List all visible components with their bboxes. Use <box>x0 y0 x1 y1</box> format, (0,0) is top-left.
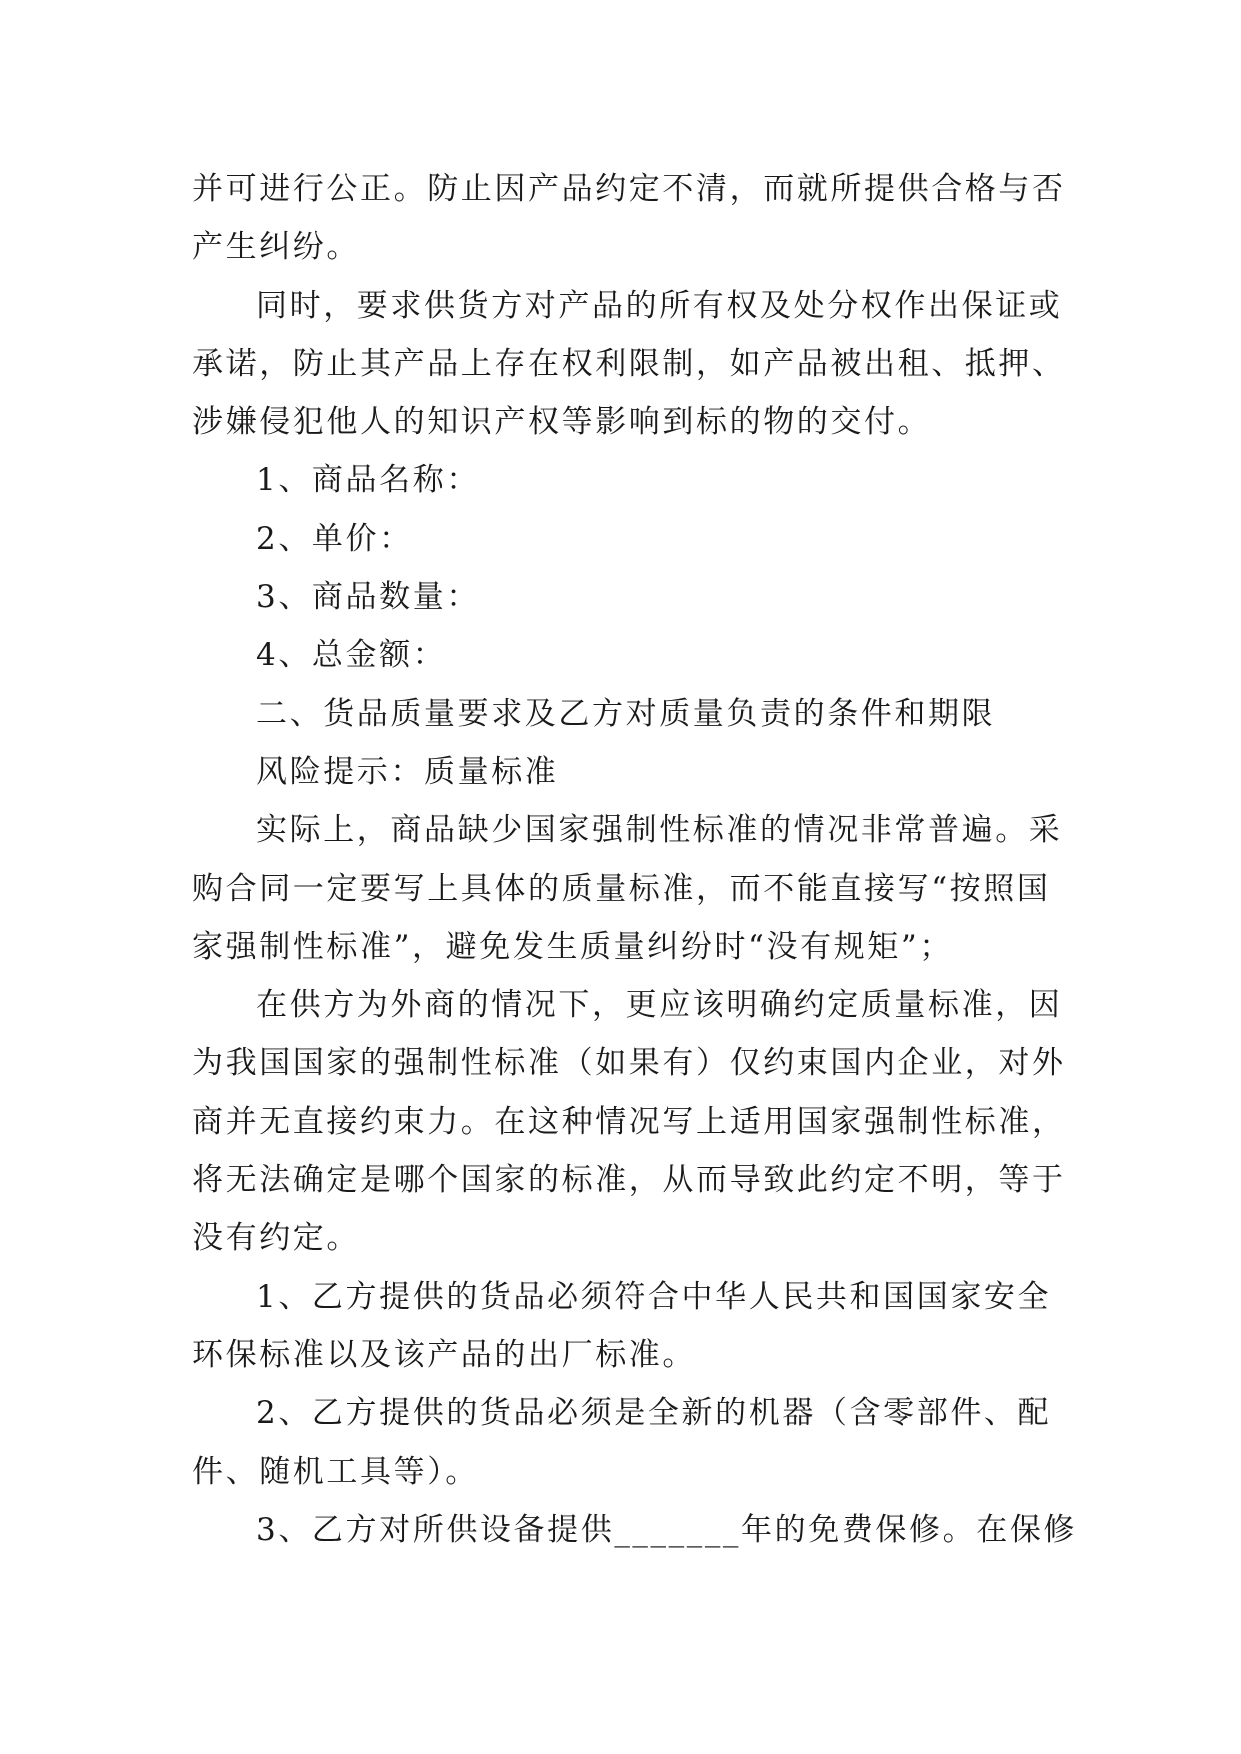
text-line: 件、随机工具等）。 <box>192 1453 479 1490</box>
risk-notice-heading: 风险提示：质量标准 <box>256 753 559 790</box>
item-unit-price: 2、单价： <box>256 520 413 557</box>
text-line: 并可进行公正。防止因产品约定不清，而就所提供合格与否 <box>192 171 1066 207</box>
text-line: 为我国国家的强制性标准（如果有）仅约束国内企业，对外 <box>192 1045 1066 1082</box>
item-quantity: 3、商品数量： <box>256 579 480 616</box>
quality-clause-1: 1、乙方提供的货品必须符合中华人民共和国国家安全 <box>256 1278 1052 1315</box>
paragraph-start-line: 在供方为外商的情况下，更应该明确约定质量标准，因 <box>256 987 1063 1024</box>
paragraph-start-line: 同时，要求供货方对产品的所有权及处分权作出保证或 <box>256 287 1063 324</box>
item-total-amount: 4、总金额： <box>256 637 447 674</box>
item-product-name: 1、商品名称： <box>256 462 480 499</box>
text-line: 商并无直接约束力。在这种情况写上适用国家强制性标准， <box>192 1103 1066 1140</box>
text-line: 家强制性标准”，避免发生质量纠纷时“没有规矩”； <box>192 928 953 965</box>
quality-clause-2: 2、乙方提供的货品必须是全新的机器（含零部件、配 <box>256 1395 1052 1432</box>
text-line: 涉嫌侵犯他人的知识产权等影响到标的物的交付。 <box>192 404 932 441</box>
text-line: 产生纠纷。 <box>192 229 360 266</box>
document-body <box>192 160 1078 1559</box>
paragraph-start-line: 实际上，商品缺少国家强制性标准的情况非常普遍。采 <box>256 812 1063 849</box>
quality-clause-3: 3、乙方对所供设备提供_______年的免费保修。在保修 <box>256 1511 1078 1548</box>
section-heading: 二、货品质量要求及乙方对质量负责的条件和期限 <box>256 695 996 732</box>
text-line: 没有约定。 <box>192 1220 360 1257</box>
text-line: 承诺，防止其产品上存在权利限制，如产品被出租、抵押、 <box>192 345 1066 382</box>
text-line: 将无法确定是哪个国家的标准，从而导致此约定不明，等于 <box>192 1162 1066 1199</box>
text-line: 环保标准以及该产品的出厂标准。 <box>192 1336 696 1373</box>
text-line: 购合同一定要写上具体的质量标准，而不能直接写“按照国 <box>192 870 1051 907</box>
